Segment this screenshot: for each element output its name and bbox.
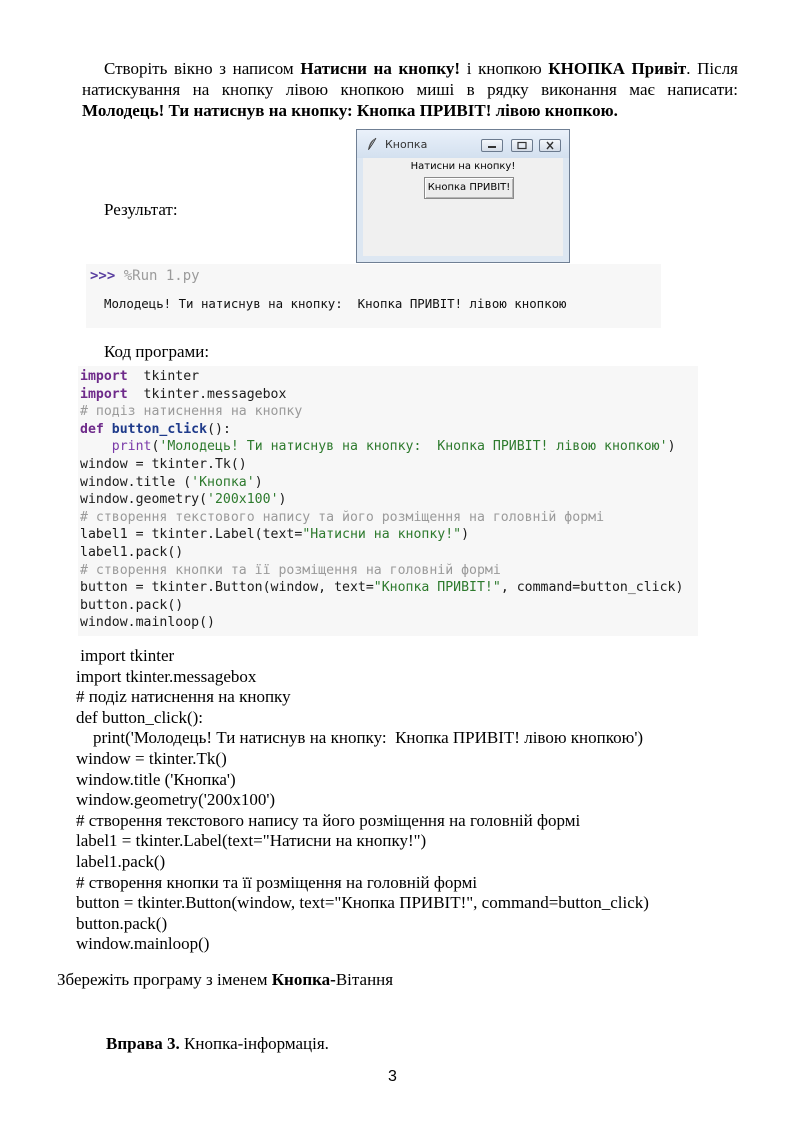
code-token: button_click — [111, 421, 208, 437]
shell-prompt-line — [90, 268, 200, 284]
code-token: ) — [278, 492, 287, 508]
code-token: ( — [151, 439, 160, 455]
code-token: 'Кнопка' — [191, 474, 255, 490]
code-token: 'Молодець! Ти натиснув на кнопку: Кнопка ПРИВІТ! лівою кнопкою' — [159, 439, 668, 455]
plain-code-line: window.mainloop() — [76, 934, 210, 954]
plain-code-line: window.geometry('200x100') — [76, 790, 276, 810]
plain-code-line: window.title ('Кнопка') — [76, 769, 236, 789]
code-line — [80, 474, 263, 492]
code-token: # створення текстового напису та його розміщення на головній формі — [80, 509, 605, 525]
task-text-2: і кнопкою — [460, 59, 549, 78]
code-token: button = tkinter.Button(window, text= — [80, 580, 374, 596]
task-text-3: . Після натискування на кнопку лівою кнопкою миші в рядку виконання має написати: — [82, 59, 739, 99]
exercise-heading — [106, 1034, 329, 1054]
code-token: ) — [667, 439, 676, 455]
code-token: window.geometry( — [80, 492, 208, 508]
plain-code-line: import tkinter — [76, 646, 175, 665]
code-line — [80, 403, 302, 421]
code-token: def — [80, 421, 104, 437]
code-line — [80, 526, 469, 544]
code-token: # створення кнопки та її розміщення на головній формі — [80, 562, 501, 578]
shell-output: Молодець! Ти натиснув на кнопку: Кнопка ПРИВІТ! лівою кнопкою — [104, 296, 567, 311]
tk-window-screenshot — [356, 129, 570, 263]
window-titlebar — [357, 130, 569, 158]
plain-code-listing — [76, 646, 649, 955]
code-token: # подіз натиснення на кнопку — [80, 404, 303, 420]
save-text: Збережіть програму з іменем — [57, 970, 272, 989]
code-token: "Натисни на кнопку!" — [302, 527, 462, 543]
code-token: window.title ( — [80, 474, 192, 490]
shell-command: %Run 1.py — [123, 268, 200, 284]
code-token: button.pack() — [80, 597, 184, 613]
code-token: (): — [207, 421, 231, 437]
task-text-1: Створіть вікно з написом — [104, 59, 301, 78]
code-token: '200x100' — [207, 492, 279, 508]
code-token: tkinter.messagebox — [127, 386, 287, 402]
code-screenshot-block — [78, 366, 698, 636]
plain-code-line: print('Молодець! Ти натиснув на кнопку: Кнопка ПРИВІТ! лівою кнопкою') — [76, 728, 644, 748]
plain-code-line: label1 = tkinter.Label(text="Натисни на кнопку!") — [76, 831, 427, 851]
tk-hello-button[interactable]: Кнопка ПРИВІТ! — [424, 177, 514, 199]
plain-code-line: # створення кнопки та її розміщення на головній формі — [76, 872, 478, 892]
plain-code-line: def button_click(): — [76, 707, 203, 727]
save-filename-bold: Кнопка- — [271, 970, 336, 989]
feather-icon — [366, 137, 378, 151]
plain-code-line: # створення текстового напису та його розміщення на головній формі — [76, 810, 581, 830]
code-token: import — [80, 369, 128, 384]
save-filename-tail: Вітання — [335, 970, 394, 989]
task-bold-output-text: Молодець! Ти натиснув на кнопку: Кнопка ПРИВІТ! лівою кнопкою. — [82, 101, 618, 120]
code-token: label1 = tkinter.Label(text= — [80, 527, 303, 543]
code-line — [80, 597, 183, 615]
code-token: "Кнопка ПРИВІТ!" — [373, 580, 501, 596]
code-token — [104, 422, 112, 437]
code-token: tkinter — [127, 369, 200, 384]
maximize-icon[interactable] — [511, 139, 533, 152]
plain-code-line: import tkinter.messagebox — [76, 666, 257, 686]
plain-code-line: window = tkinter.Tk() — [76, 748, 227, 768]
code-token: , command=button_click) — [500, 580, 684, 596]
code-line — [80, 491, 286, 509]
plain-code-line: button.pack() — [76, 913, 168, 933]
exercise-title: Кнопка-інформація. — [179, 1034, 329, 1053]
code-token: window = tkinter.Tk() — [80, 457, 247, 472]
code-line — [80, 579, 683, 597]
task-bold-button-text: КНОПКА Привіт — [548, 59, 687, 78]
code-token: import — [80, 386, 128, 402]
task-bold-label-text: Натисни на кнопку! — [300, 59, 461, 78]
window-title: Кнопка — [385, 138, 428, 151]
code-line — [80, 456, 247, 474]
minimize-icon[interactable] — [481, 139, 503, 152]
plain-code-line: label1.pack() — [76, 851, 166, 871]
tk-label: Натисни на кнопку! — [410, 161, 516, 172]
code-line — [80, 368, 199, 386]
code-token: print — [111, 439, 152, 455]
code-label: Код програми: — [104, 342, 210, 361]
code-token: ) — [461, 527, 470, 543]
code-line — [80, 438, 676, 456]
plain-code-line: # подіz натиснення на кнопку — [76, 687, 291, 707]
shell-output-block — [86, 264, 661, 328]
shell-prompt: >>> — [90, 268, 116, 284]
plain-code-line: button = tkinter.Button(window, text="Кнопка ПРИВІТ!", command=button_click) — [76, 893, 649, 913]
code-line — [80, 509, 604, 527]
code-token: window.mainloop() — [80, 615, 215, 631]
code-line — [80, 562, 501, 580]
code-token — [80, 439, 112, 454]
code-token: label1.pack() — [80, 545, 184, 560]
code-line — [80, 544, 183, 562]
page-number: 3 — [388, 1068, 397, 1085]
close-icon[interactable] — [539, 139, 561, 152]
save-instruction — [57, 970, 393, 990]
code-line — [80, 614, 215, 632]
code-line — [80, 386, 286, 404]
task-paragraph — [82, 58, 738, 121]
window-client-area — [363, 158, 563, 256]
code-token: ) — [254, 474, 263, 490]
result-label: Результат: — [104, 200, 178, 219]
exercise-number: Вправа 3. — [106, 1034, 180, 1053]
code-line — [80, 421, 231, 439]
